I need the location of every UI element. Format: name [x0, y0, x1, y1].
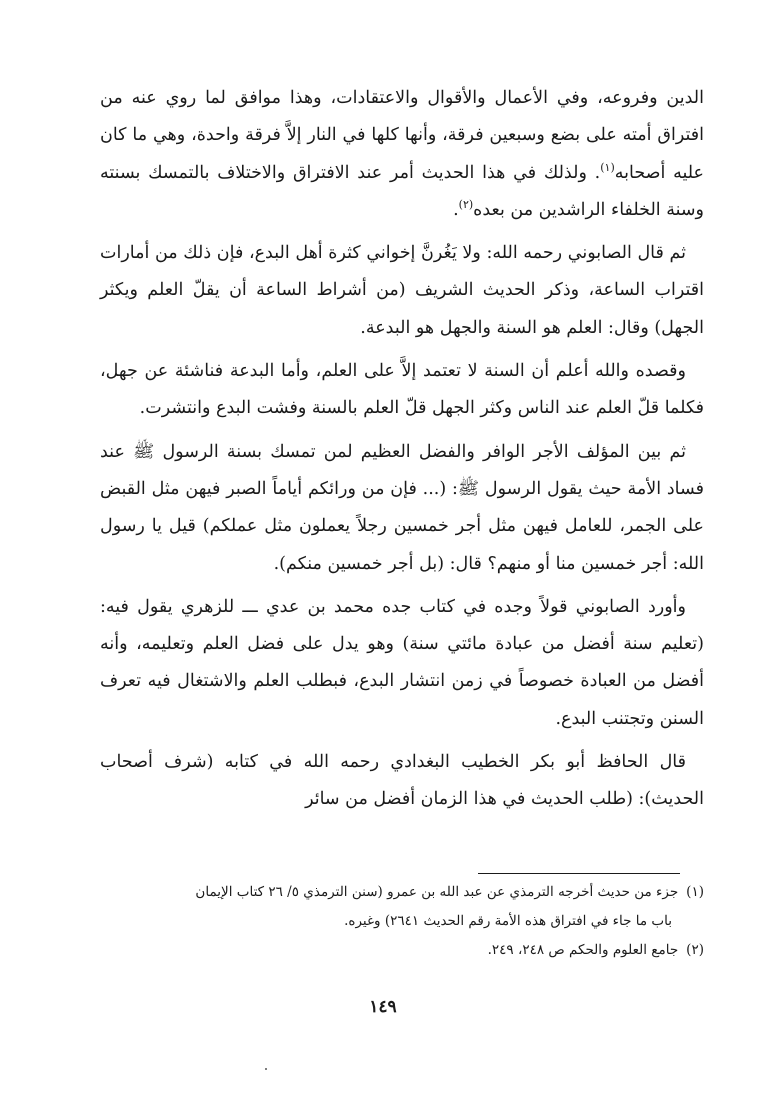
footnote-1-line-1: جزء من حديث أخرجه الترمذي عن عبد الله بن عمرو (سنن الترمذي ٥/ ٢٦ كتاب الإيمان: [195, 884, 679, 900]
footnote-1-number: (١): [686, 884, 704, 900]
footnote-separator: [478, 873, 680, 874]
footnote-2-line-1: جامع العلوم والحكم ص ٢٤٨، ٢٤٩.: [487, 942, 679, 958]
footnote-2: [100, 936, 704, 965]
footnote-1-line-2: باب ما جاء في افتراق هذه الأمة رقم الحديث ٢٦٤١) وغيره.: [344, 913, 672, 929]
footnote-2-number: (٢): [686, 942, 704, 958]
paragraph-1-continuation: . ولذلك في هذا الحديث أمر عند الافتراق والاختلاف بالتمسك بسنته وسنة الخلفاء الراشدين من بعده: [100, 162, 704, 220]
footnote-1: [100, 878, 704, 907]
footnote-ref-1: (١): [600, 160, 615, 174]
footnotes: [100, 878, 704, 965]
paragraph-1: [100, 80, 704, 229]
paragraph-6: قال الحافظ أبو بكر الخطيب البغدادي رحمه الله في كتابه (شرف أصحاب الحديث): (طلب الحديث في هذا الزمان أفضل من سائر: [100, 752, 704, 810]
footnote-ref-2: (٢): [458, 198, 474, 212]
page-number: ١٤٩: [369, 997, 397, 1017]
paragraph-5: وأورد الصابوني قولاً وجده في كتاب جده محمد بن عدي ـــ للزهري يقول فيه: (تعليم سنة أفضل من عبادة مائتي سنة) وهو يدل على فضل العلم وتعليمه، وأنه أفضل من العبادة خصوصاً في زمن انتشار البدع، فبطلب العلم والاشتغال فيه تعرف السنن وتجتنب البدع.: [100, 596, 704, 729]
paragraph-4: ثم بين المؤلف الأجر الوافر والفضل العظيم لمن تمسك بسنة الرسول ﷺ عند فساد الأمة حيث يقول الرسول ﷺ: (... فإن من ورائكم أياماً الصبر فيهن مثل القبض على الجمر، للعامل فيهن مثل أجر خمسين رجلاً يعملون مثل عملكم) قيل يا رسول الله: أجر خمسين منا أو منهم؟ قال: (بل أجر خمسين منكم).: [100, 441, 704, 574]
main-text: [100, 80, 704, 825]
paragraph-1-end: .: [453, 199, 459, 220]
paragraph-1-text: الدين وفروعه، وفي الأعمال والأقوال والاعتقادات، وهذا موافق لما روي عنه من افتراق أمته على بضع وسبعين فرقة، وأنها كلها في النار إلاَّ فرقة واحدة، وهي ما كان عليه أصحابه: [100, 88, 704, 183]
scan-speck: [265, 1068, 267, 1070]
paragraph-2: ثم قال الصابوني رحمه الله: ولا يَغُرنَّ إخواني كثرة أهل البدع، فإن ذلك من أمارات اقتراب الساعة، وذكر الحديث الشريف (من أشراط الساعة أن يقلّ العلم ويكثر الجهل) وقال: العلم هو السنة والجهل هو البدعة.: [100, 243, 704, 338]
paragraph-3: وقصده والله أعلم أن السنة لا تعتمد إلاَّ على العلم، وأما البدعة فناشئة عن جهل، فكلما قلّ العلم عند الناس وكثر الجهل قلّ العلم بالسنة وفشت البدع وانتشرت.: [100, 361, 704, 419]
